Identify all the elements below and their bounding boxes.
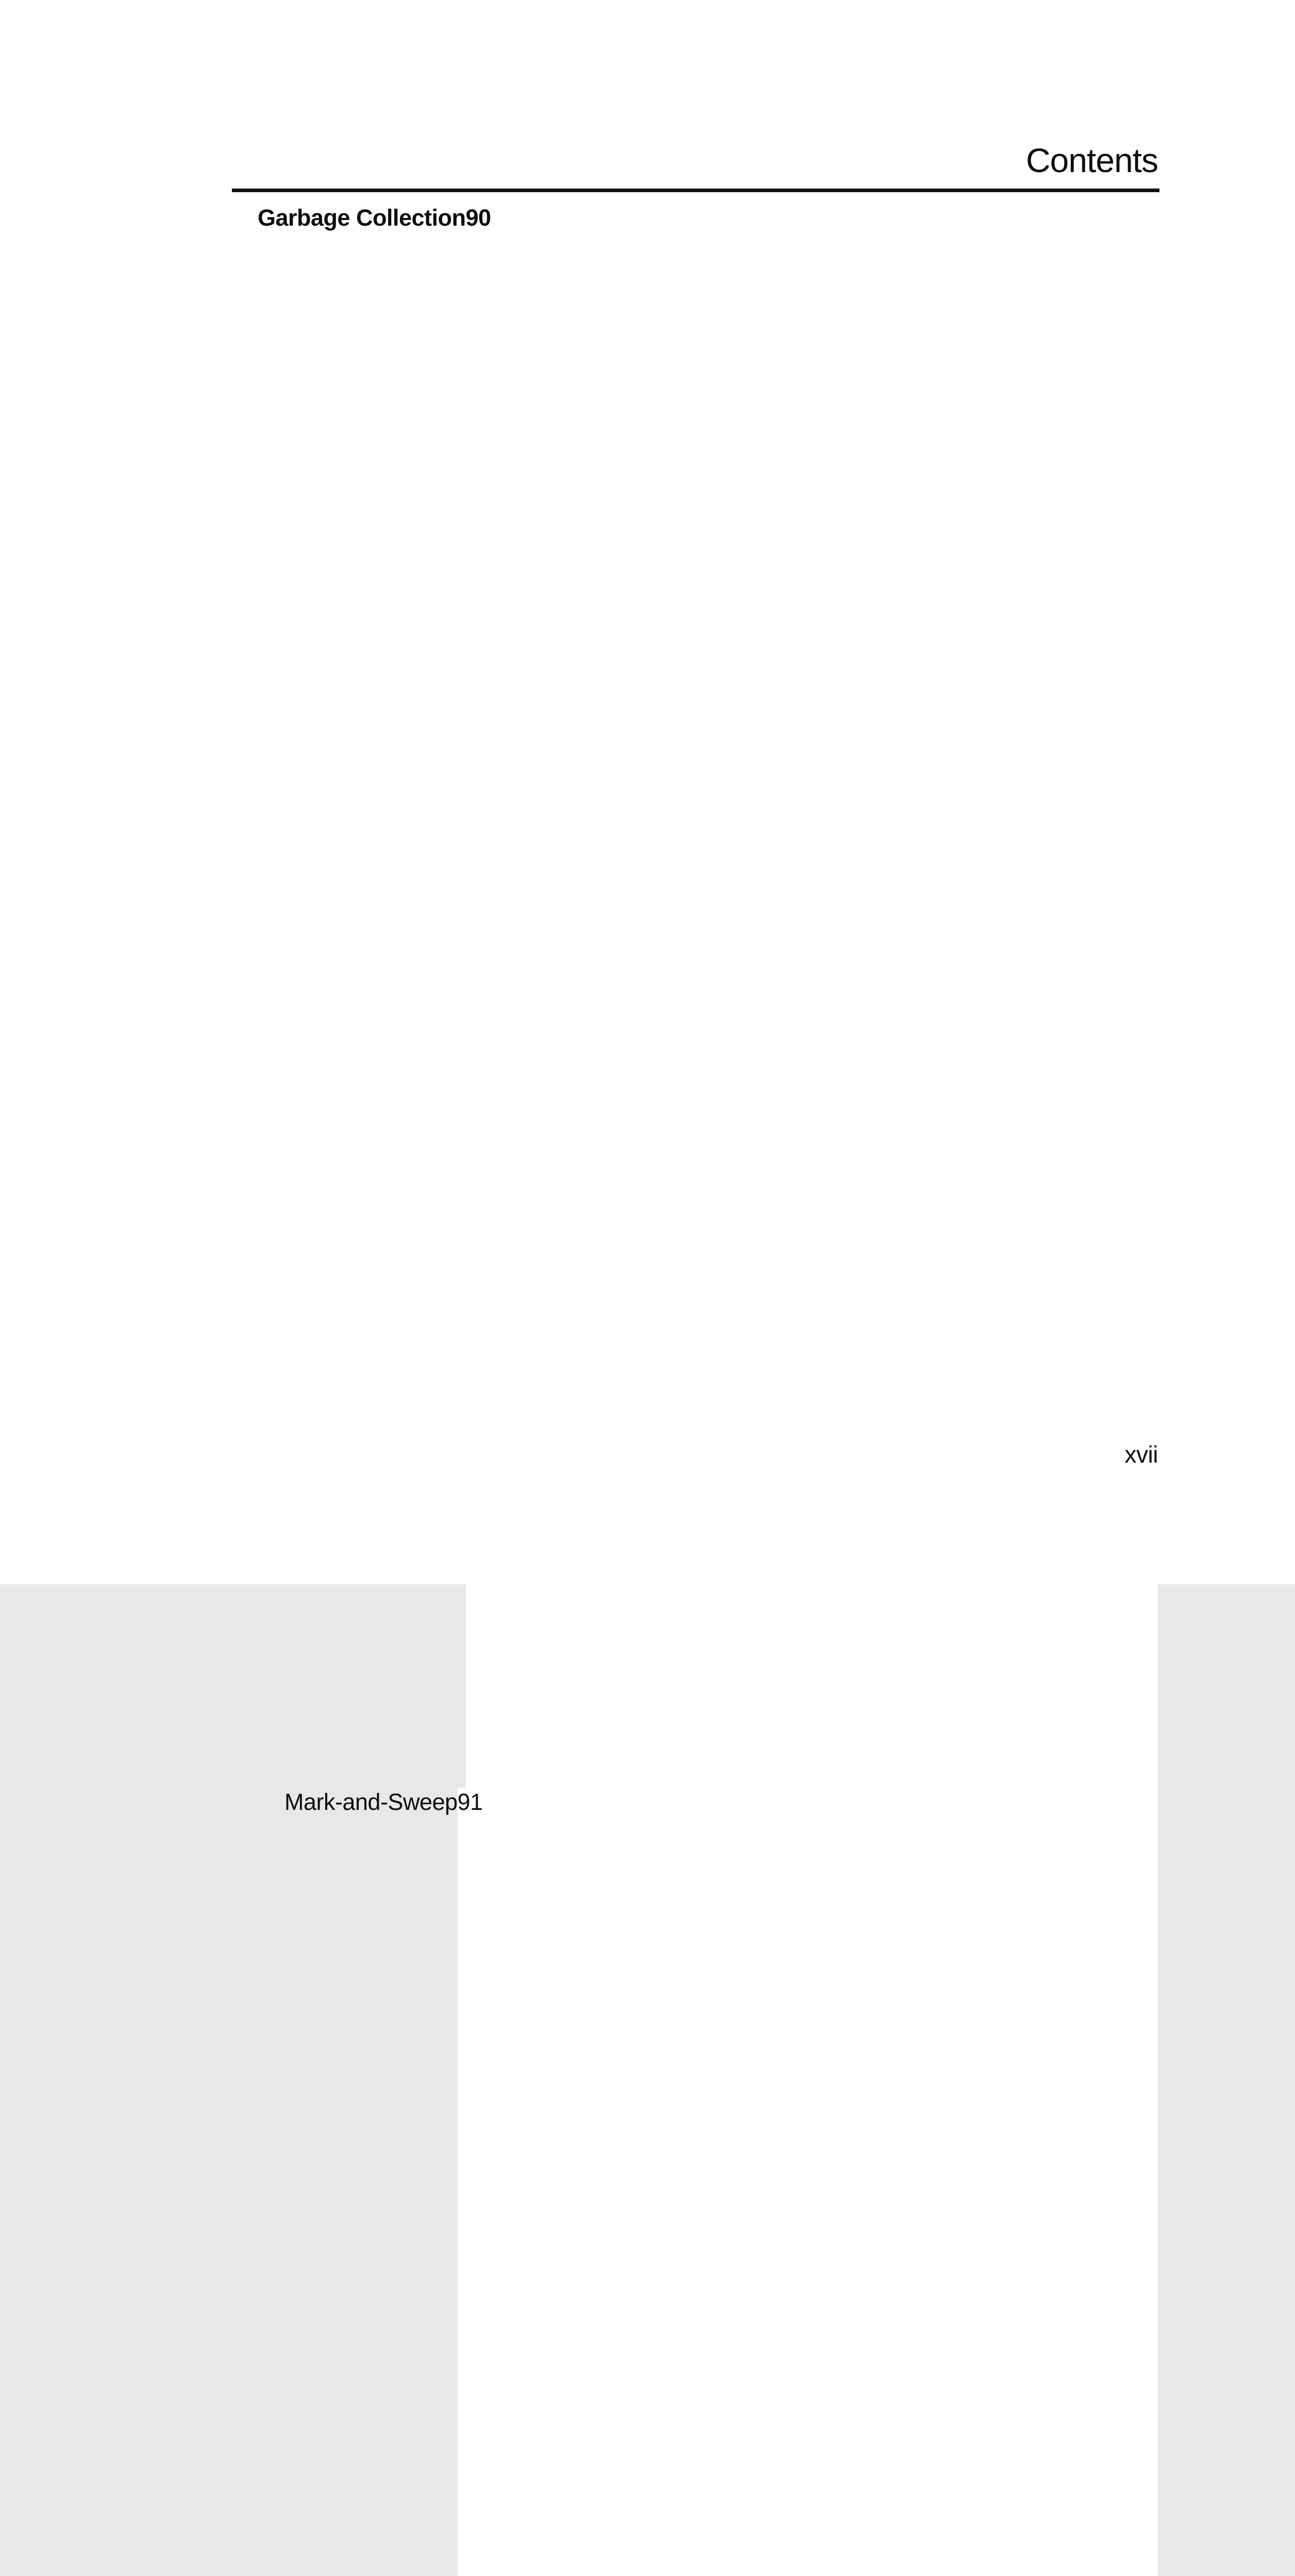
toc-entry-page-number: 91 [458, 1788, 1158, 2576]
page-title: Contents [1025, 141, 1158, 179]
toc-entry-label: Garbage Collection [258, 205, 466, 231]
toc-entry-page-number: 90 [466, 204, 1158, 1788]
toc-entry [0, 204, 1158, 1788]
page-footer [1125, 1440, 1158, 1469]
folio-page-number: xvii [1124, 1441, 1158, 1468]
toc-list [0, 204, 1295, 2576]
toc-entry-label: Mark-and-Sweep [284, 1789, 458, 1815]
page-header [0, 0, 1295, 178]
toc-section [0, 204, 1158, 2576]
toc-entry [0, 1788, 1158, 2576]
header-rule [232, 189, 1159, 192]
